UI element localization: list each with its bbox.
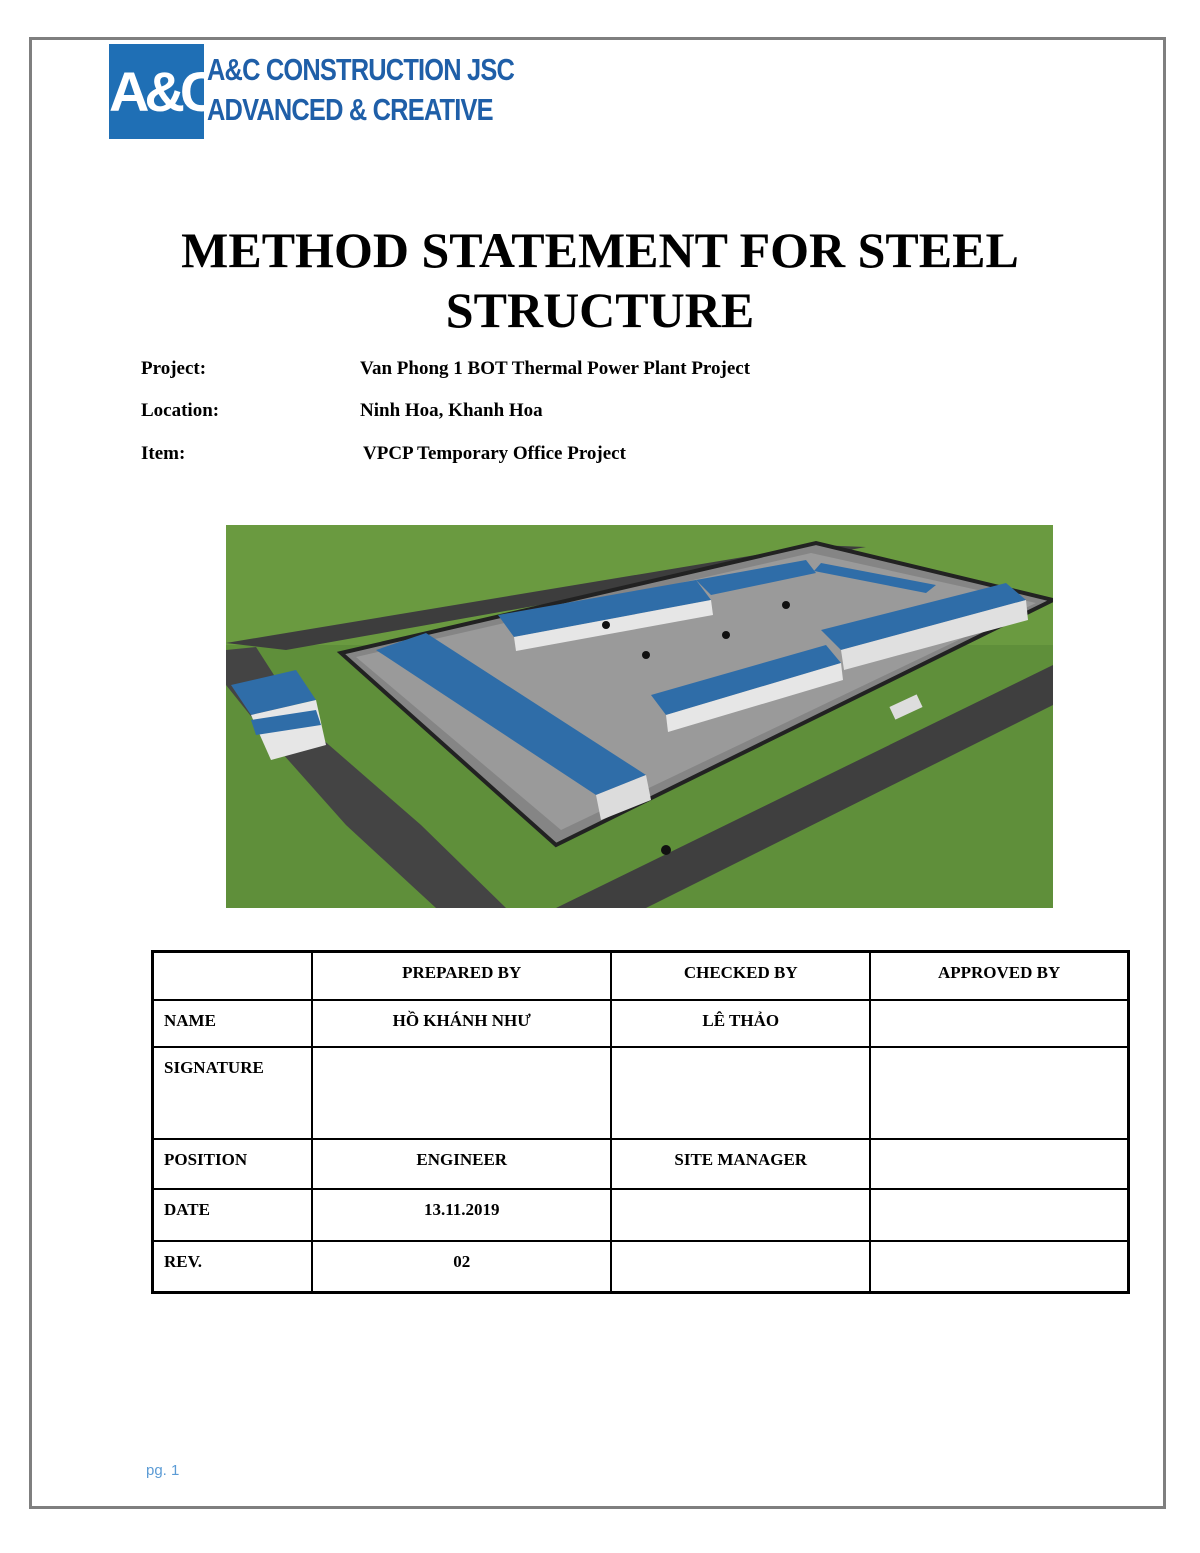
row-label: POSITION — [153, 1139, 313, 1189]
header-cell: CHECKED BY — [611, 952, 870, 1000]
cell-prepared: ENGINEER — [312, 1139, 611, 1189]
cell-prepared: 02 — [312, 1241, 611, 1293]
row-label: SIGNATURE — [153, 1047, 313, 1139]
table-row — [153, 1000, 1129, 1047]
cell-prepared — [312, 1047, 611, 1139]
document-title: METHOD STATEMENT FOR STEEL STRUCTURE — [181, 222, 1019, 338]
cell-approved — [870, 1189, 1128, 1241]
cell-checked: SITE MANAGER — [611, 1139, 870, 1189]
project-label: Project: — [141, 358, 207, 379]
logo-company-name: A&C CONSTRUCTION JSC — [207, 52, 515, 87]
table-row — [153, 1139, 1129, 1189]
table-row — [153, 1241, 1129, 1293]
project-value: Van Phong 1 BOT Thermal Power Plant Project — [360, 358, 751, 379]
item-value: VPCP Temporary Office Project — [363, 443, 626, 464]
cell-approved — [870, 1241, 1128, 1293]
logo-mark: A&C — [109, 44, 204, 139]
table-row — [153, 1047, 1129, 1139]
cell-prepared: 13.11.2019 — [312, 1189, 611, 1241]
location-value: Ninh Hoa, Khanh Hoa — [360, 400, 543, 421]
row-label: DATE — [153, 1189, 313, 1241]
row-label: NAME — [153, 1000, 313, 1047]
cell-prepared: HỒ KHÁNH NHƯ — [312, 1000, 611, 1047]
header-cell: PREPARED BY — [312, 952, 611, 1000]
company-logo — [109, 44, 515, 139]
cell-approved — [870, 1047, 1128, 1139]
header-cell: APPROVED BY — [870, 952, 1128, 1000]
cell-approved — [870, 1000, 1128, 1047]
site-aerial-render — [226, 525, 1053, 908]
logo-tagline: ADVANCED & CREATIVE — [207, 92, 493, 127]
location-label: Location: — [141, 400, 220, 421]
cell-approved — [870, 1139, 1128, 1189]
cell-checked — [611, 1047, 870, 1139]
cell-checked — [611, 1241, 870, 1293]
header-cell — [153, 952, 313, 1000]
cell-checked — [611, 1189, 870, 1241]
signoff-table — [151, 950, 1130, 1294]
row-label: REV. — [153, 1241, 313, 1293]
page-number: pg. 1 — [146, 1462, 180, 1479]
table-header-row — [153, 952, 1129, 1000]
cell-checked: LÊ THẢO — [611, 1000, 870, 1047]
table-row — [153, 1189, 1129, 1241]
item-label: Item: — [141, 443, 186, 464]
